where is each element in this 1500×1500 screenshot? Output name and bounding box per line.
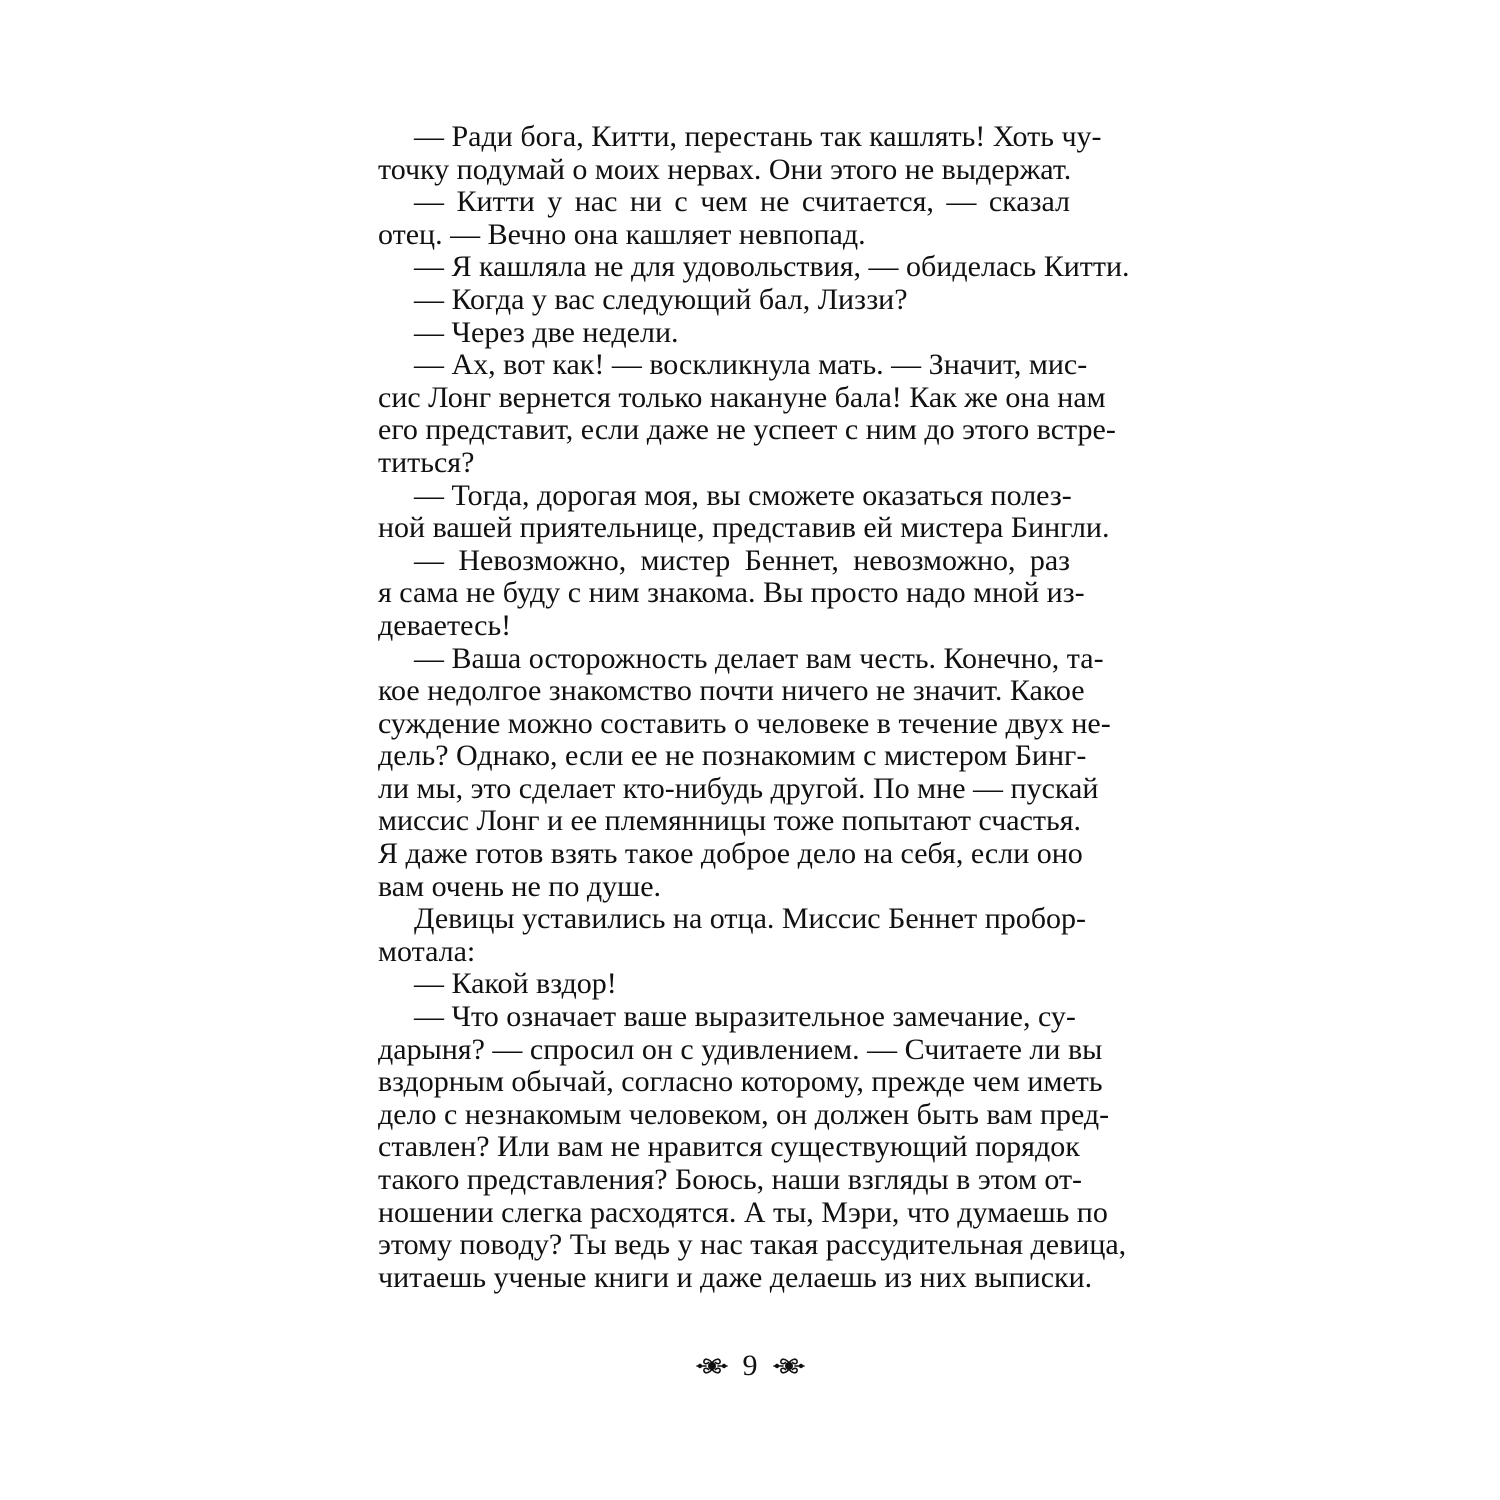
page-body-text bbox=[378, 120, 1130, 1294]
text-line: кое недолгое знакомство почти ничего не значит. Какое bbox=[378, 674, 1085, 708]
text-line: такого представления? Боюсь, наши взгляды в этом от- bbox=[378, 1163, 1083, 1196]
text-line: вздорным обычай, согласно которому, прежде чем иметь bbox=[378, 1065, 1103, 1099]
page-folio bbox=[0, 1346, 1500, 1386]
text-line: — Невозможно, мистер Беннет, невозможно, раз bbox=[414, 543, 1070, 577]
text-line: дело с незнакомым человеком, он должен быть вам пред- bbox=[378, 1097, 1110, 1131]
text-line: читаешь ученые книги и даже делаешь из них выписки. bbox=[378, 1260, 1093, 1294]
text-line: — Ради бога, Китти, перестань так кашлять! Хоть чу- bbox=[414, 120, 1102, 153]
text-line: титься? bbox=[378, 445, 475, 479]
text-line: — Когда у вас следующий бал, Лиззи? bbox=[414, 282, 908, 316]
text-line: — Какой вздор! bbox=[414, 967, 617, 1001]
text-line: — Через две недели. bbox=[414, 315, 679, 349]
text-line: — Тогда, дорогая моя, вы сможете оказаться полез- bbox=[414, 478, 1072, 512]
text-line: ставлен? Или вам не нравится существующий порядок bbox=[378, 1130, 1080, 1164]
text-line: Девицы уставились на отца. Миссис Беннет пробор- bbox=[414, 902, 1086, 936]
text-line: дарыня? — спросил он с удивлением. — Считаете ли вы bbox=[378, 1032, 1103, 1066]
text-line: мотала: bbox=[378, 934, 476, 968]
text-line: отец. — Вечно она кашляет невпопад. bbox=[378, 217, 866, 251]
text-line: сис Лонг вернется только накануне бала! Как же она нам bbox=[378, 380, 1106, 414]
text-line: — Ваша осторожность делает вам честь. Конечно, та- bbox=[414, 641, 1104, 675]
text-line: дель? Однако, если ее не познакомим с мистером Бинг- bbox=[378, 739, 1087, 773]
text-line: точку подумай о моих нервах. Они этого не выдержат. bbox=[378, 152, 1072, 186]
text-line: миссис Лонг и ее племянницы тоже попытают счастья. bbox=[378, 804, 1082, 838]
text-line: ли мы, это сделает кто-нибудь другой. По мне — пускай bbox=[378, 771, 1099, 805]
text-line: — Что означает ваше выразительное замечание, су- bbox=[414, 1000, 1076, 1034]
text-line: его представит, если даже не успеет с ним до этого встре- bbox=[378, 413, 1116, 447]
text-line: я сама не буду с ним знакома. Вы просто надо мной из- bbox=[378, 576, 1085, 610]
text-line: — Я кашляла не для удовольствия, — обиделась Китти. bbox=[414, 250, 1130, 284]
flourish-ornament-icon bbox=[772, 1352, 806, 1380]
text-line: вам очень не по душе. bbox=[378, 869, 662, 903]
text-line: суждение можно составить о человеке в течение двух не- bbox=[378, 706, 1111, 740]
text-line: — Китти у нас ни с чем не считается, — сказал bbox=[414, 185, 1070, 219]
text-line: ношении слегка расходятся. А ты, Мэри, что думаешь по bbox=[378, 1195, 1108, 1229]
text-line: деваетесь! bbox=[378, 608, 512, 642]
text-line: Я даже готов взять такое доброе дело на себя, если оно bbox=[378, 837, 1083, 871]
text-line: этому поводу? Ты ведь у нас такая рассудительная девица, bbox=[378, 1228, 1127, 1262]
page-number: 9 bbox=[742, 1349, 758, 1382]
text-line: ной вашей приятельнице, представив ей мистера Бингли. bbox=[378, 511, 1110, 545]
text-line: — Ах, вот как! — воскликнула мать. — Значит, мис- bbox=[414, 348, 1088, 382]
flourish-ornament-icon bbox=[695, 1352, 729, 1380]
